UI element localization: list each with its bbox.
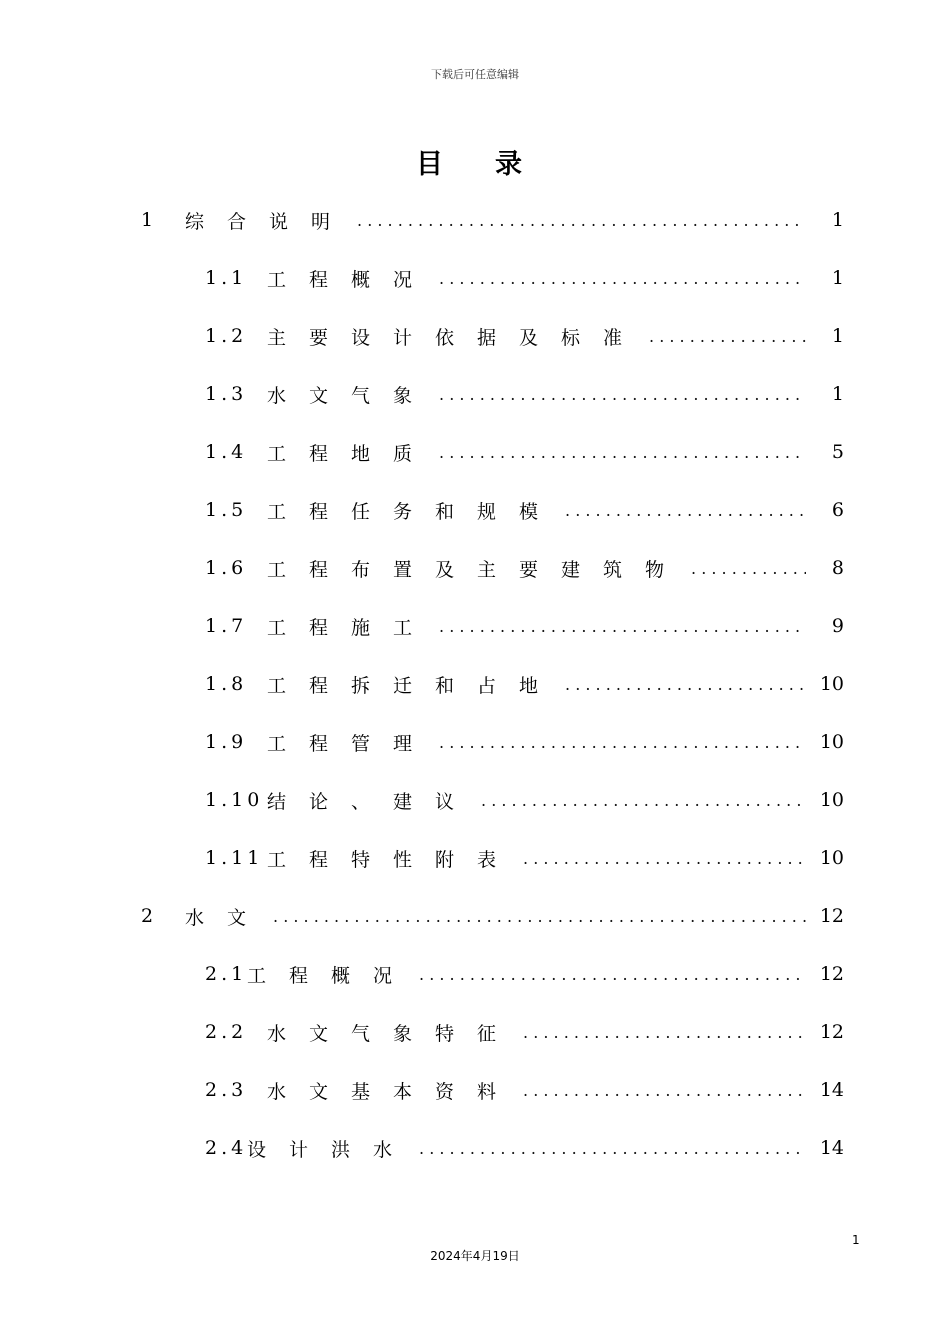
toc-leader-dots — [649, 327, 806, 346]
toc-entry-1-11[interactable] — [205, 843, 844, 873]
toc-entry-label: 工程任务和规模 — [267, 500, 562, 523]
toc-leader-dots — [357, 211, 806, 230]
toc-entry-label: 主要设计依据及标准 — [267, 326, 646, 349]
toc-entry-number: 1.11 — [205, 847, 264, 869]
toc-entry-number: 2.2 — [205, 1021, 248, 1043]
toc-leader-dots — [523, 849, 806, 868]
toc-entry-2-4[interactable] — [205, 1133, 844, 1163]
toc-entry-label: 工程地质 — [267, 442, 436, 465]
toc-entry-page: 12 — [819, 1021, 844, 1043]
toc-leader-dots — [439, 617, 806, 636]
toc-entry-1-5[interactable] — [205, 495, 844, 525]
toc-entry-2-1[interactable] — [205, 959, 844, 989]
toc-entry-1-9[interactable] — [205, 727, 844, 757]
toc-entry-page: 1 — [831, 325, 844, 347]
toc-entry-label: 水文气象特征 — [267, 1022, 520, 1045]
toc-entry-label: 水文基本资料 — [267, 1080, 520, 1103]
toc-entry-page: 12 — [819, 963, 844, 985]
toc-entry-page: 9 — [831, 615, 844, 637]
toc-entry-page: 10 — [819, 789, 844, 811]
toc-entry-page: 8 — [831, 557, 844, 579]
toc-entry-page: 1 — [831, 209, 844, 231]
toc-entry-number: 1.8 — [205, 673, 248, 695]
toc-entry-label: 工程施工 — [267, 616, 436, 639]
toc-entry-1-4[interactable] — [205, 437, 844, 467]
toc-leader-dots — [419, 1139, 806, 1158]
toc-entry-1-8[interactable] — [205, 669, 844, 699]
toc-entry-2-2[interactable] — [205, 1017, 844, 1047]
toc-entry-page: 14 — [819, 1079, 844, 1101]
toc-entry-number: 2.4 — [205, 1137, 248, 1159]
toc-entry-1[interactable] — [141, 205, 844, 235]
toc-entry-1-2[interactable] — [205, 321, 844, 351]
page-header: 下载后可任意编辑 — [431, 68, 519, 81]
toc-leader-dots — [419, 965, 806, 984]
toc-leader-dots — [523, 1081, 806, 1100]
toc-entry-number: 1.1 — [205, 267, 248, 289]
toc-entry-label: 综合说明 — [185, 210, 354, 233]
toc-entry-label: 工程布置及主要建筑物 — [267, 558, 688, 581]
toc-entry-label: 结论、建议 — [267, 790, 478, 813]
toc-leader-dots — [273, 907, 806, 926]
toc-entry-label: 设计洪水 — [247, 1138, 416, 1161]
toc-entry-number: 2.3 — [205, 1079, 248, 1101]
toc-entry-number: 1.2 — [205, 325, 248, 347]
toc-entry-1-6[interactable] — [205, 553, 844, 583]
toc-entry-label: 水文 — [185, 906, 270, 929]
toc-entry-number: 1.3 — [205, 383, 248, 405]
toc-entry-label: 工程拆迁和占地 — [267, 674, 562, 697]
toc-entry-page: 14 — [819, 1137, 844, 1159]
toc-entry-1-7[interactable] — [205, 611, 844, 641]
toc-entry-page: 5 — [831, 441, 844, 463]
toc-leader-dots — [439, 733, 806, 752]
toc-entry-number: 1.7 — [205, 615, 248, 637]
toc-entry-number: 1.5 — [205, 499, 248, 521]
toc-entry-label: 工程概况 — [247, 964, 416, 987]
toc-entry-page: 1 — [831, 383, 844, 405]
toc-entry-page: 10 — [819, 673, 844, 695]
toc-entry-page: 10 — [819, 847, 844, 869]
toc-entry-1-3[interactable] — [205, 379, 844, 409]
toc-leader-dots — [523, 1023, 806, 1042]
toc-entry-label: 工程特性附表 — [267, 848, 520, 871]
toc-entry-label: 工程概况 — [267, 268, 436, 291]
toc-leader-dots — [439, 443, 806, 462]
toc-entry-page: 10 — [819, 731, 844, 753]
toc-entry-number: 1.6 — [205, 557, 248, 579]
toc-leader-dots — [691, 559, 806, 578]
page-number: 1 — [852, 1233, 860, 1247]
toc-entry-2[interactable] — [141, 901, 844, 931]
toc-leader-dots — [565, 501, 806, 520]
toc-leader-dots — [439, 385, 806, 404]
toc-entry-2-3[interactable] — [205, 1075, 844, 1105]
toc-leader-dots — [481, 791, 806, 810]
toc-entry-page: 6 — [831, 499, 844, 521]
toc-title: 目录 — [416, 149, 574, 180]
toc-entry-number: 1.10 — [205, 789, 264, 811]
toc-leader-dots — [439, 269, 806, 288]
page-footer-date: 2024年4月19日 — [430, 1249, 520, 1263]
toc-entry-1-1[interactable] — [205, 263, 844, 293]
toc-leader-dots — [565, 675, 806, 694]
toc-entry-number: 2.1 — [205, 963, 248, 985]
toc-entry-number: 2 — [141, 905, 158, 927]
toc-entry-label: 水文气象 — [267, 384, 436, 407]
toc-entry-number: 1.9 — [205, 731, 248, 753]
toc-entry-1-10[interactable] — [205, 785, 844, 815]
toc-entry-number: 1.4 — [205, 441, 248, 463]
toc-entry-page: 12 — [819, 905, 844, 927]
toc-entry-label: 工程管理 — [267, 732, 436, 755]
toc-entry-number: 1 — [141, 209, 158, 231]
toc-entry-page: 1 — [831, 267, 844, 289]
